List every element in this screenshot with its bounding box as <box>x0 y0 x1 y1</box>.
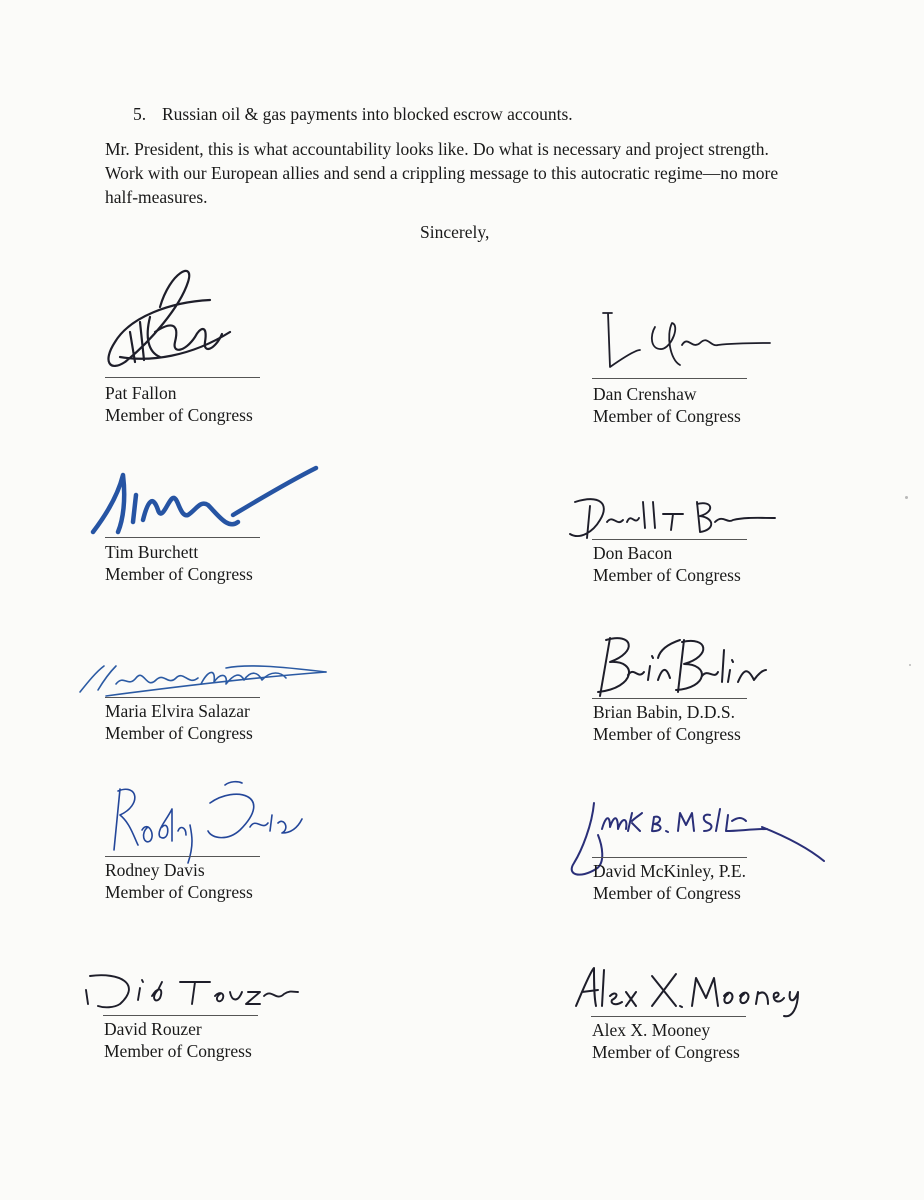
signatory-name: Alex X. Mooney <box>592 1020 711 1040</box>
signature-alex-mooney <box>572 962 807 1020</box>
signatory-title: Member of Congress <box>593 883 741 903</box>
signature-line <box>105 537 260 538</box>
signatory-title: Member of Congress <box>104 1041 252 1061</box>
paragraph-line: half-measures. <box>105 187 208 207</box>
signature-line <box>105 697 260 698</box>
signature-dan-crenshaw <box>600 305 775 375</box>
signature-brian-babin <box>588 630 768 702</box>
signatory-name: Rodney Davis <box>105 860 205 880</box>
signatory-title: Member of Congress <box>592 1042 740 1062</box>
signature-line <box>103 1015 258 1016</box>
signatory-title: Member of Congress <box>593 565 741 585</box>
signatory-title: Member of Congress <box>105 405 253 425</box>
closing: Sincerely, <box>420 222 490 242</box>
signatory-name: Don Bacon <box>593 543 673 563</box>
signature-line <box>105 377 260 378</box>
signature-line <box>591 1016 746 1017</box>
signatory-title: Member of Congress <box>105 564 253 584</box>
signatory-title: Member of Congress <box>105 882 253 902</box>
signature-line <box>592 698 747 699</box>
signature-line <box>592 857 747 858</box>
signature-line <box>592 539 747 540</box>
signatory-name: Maria Elvira Salazar <box>105 701 250 721</box>
signatory-name: Dan Crenshaw <box>593 384 697 404</box>
list-item-text: Russian oil & gas payments into blocked escrow accounts. <box>162 104 573 124</box>
scan-speck <box>909 664 911 666</box>
signature-tim-burchett <box>88 460 323 540</box>
signatory-title: Member of Congress <box>593 724 741 744</box>
signatory-name: David McKinley, P.E. <box>593 861 746 881</box>
signatory-name: Brian Babin, D.D.S. <box>593 702 735 722</box>
signatory-title: Member of Congress <box>105 723 253 743</box>
signatory-name: Tim Burchett <box>105 542 199 562</box>
list-item-number: 5. <box>133 104 147 124</box>
scan-speck <box>905 496 908 499</box>
signatory-name: Pat Fallon <box>105 383 177 403</box>
paragraph-line: Work with our European allies and send a crippling message to this autocratic regime—no more <box>105 163 779 183</box>
signature-line <box>105 856 260 857</box>
signature-line <box>592 378 747 379</box>
paragraph-line: Mr. President, this is what accountability looks like. Do what is necessary and project strength. <box>105 139 769 159</box>
signature-maria-elvira-salazar <box>76 660 331 700</box>
signatory-title: Member of Congress <box>593 406 741 426</box>
signature-david-rouzer <box>80 968 302 1018</box>
signatory-name: David Rouzer <box>104 1019 202 1039</box>
signature-pat-fallon <box>100 262 240 377</box>
